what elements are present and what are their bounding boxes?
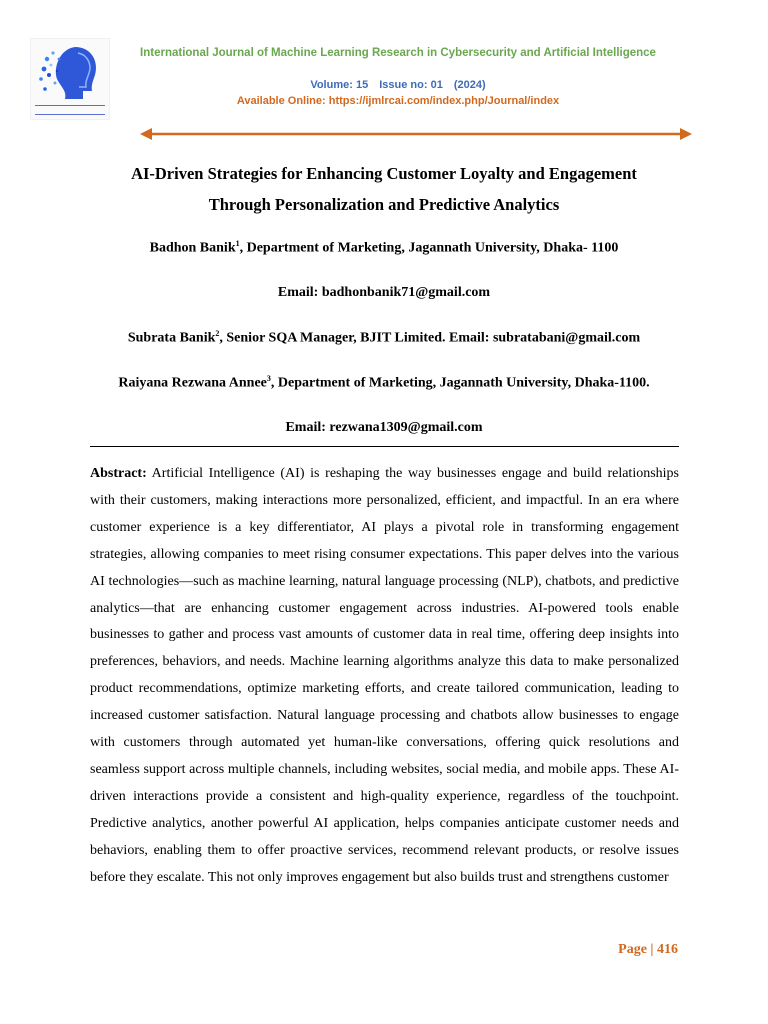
volume-label: Volume: 15 xyxy=(310,79,369,91)
abstract-label: Abstract: xyxy=(90,466,147,481)
paper-title-line-2: Through Personalization and Predictive Analytics xyxy=(208,195,560,214)
author-3-affiliation: , Department of Marketing, Jagannath University, Dhaka-1100. xyxy=(270,375,650,391)
issue-label: Issue no: 01 xyxy=(379,79,443,91)
author-3 xyxy=(60,374,708,392)
paper-title xyxy=(60,158,708,220)
section-divider xyxy=(90,446,679,447)
author-1-name: Badhon Banik xyxy=(149,240,236,256)
author-1 xyxy=(60,239,708,257)
author-1-sup: 1 xyxy=(235,239,240,248)
abstract-text: Artificial Intelligence (AI) is reshaping the way businesses engage and build relationships with their customers, making interactions more personalized, efficient, and impactful. In an era where customer experience is a key differentiator, AI plays a pivotal role in transforming engagement strategies, allowing companies to meet rising consumer expectations. This paper delves into the various AI technologies—such as machine learning, natural language processing (NLP), chatbots, and predictive analytics—that are enhancing customer engagement across industries. AI-powered tools enable businesses to gather and process vast amounts of customer data in real time, offering deep insights into preferences, behaviors, and needs. Machine learning algorithms analyze this data to make personalized product recommendations, optimize marketing efforts, and create tailored communication, leading to increased customer satisfaction. Natural language processing and chatbots allow businesses to engage with customers through automated yet human-like conversations, offering quick resolutions and seamless support across multiple channels, including websites, social media, and mobile apps. These AI-driven interactions provide a consistent and high-quality experience, regardless of the touchpoint. Predictive analytics, another powerful AI application, helps companies anticipate customer needs and behaviors, enabling them to offer proactive services, recommend relevant products, or resolve issues before they escalate. This not only improves engagement but also builds trust and strengthens customer xyxy=(90,466,680,885)
author-2-sup: 2 xyxy=(215,329,220,338)
author-2 xyxy=(60,329,708,347)
author-2-affiliation: , Senior SQA Manager, BJIT Limited. Email: subratabani@gmail.com xyxy=(219,330,641,346)
journal-logo-head-icon xyxy=(31,39,109,107)
paper-title-line-1: AI-Driven Strategies for Enhancing Customer Loyalty and Engagement xyxy=(131,164,637,183)
journal-title: International Journal of Machine Learning Research in Cybersecurity and Artificial Intelligence xyxy=(140,47,656,59)
author-3-name: Raiyana Rezwana Annee xyxy=(118,375,267,391)
author-2-name: Subrata Banik xyxy=(127,330,216,346)
author-3-sup: 3 xyxy=(266,374,271,383)
author-1-email: Email: badhonbanik71@gmail.com xyxy=(277,285,491,300)
double-arrow-divider xyxy=(140,127,692,141)
journal-logo-caption xyxy=(35,105,105,115)
volume-issue-line xyxy=(120,79,676,91)
author-3-email: Email: rezwana1309@gmail.com xyxy=(285,420,483,435)
author-1-affiliation: , Department of Marketing, Jagannath University, Dhaka- 1100 xyxy=(239,240,619,256)
journal-logo xyxy=(30,38,110,120)
abstract-paragraph xyxy=(90,461,679,892)
year-label: (2024) xyxy=(453,79,486,91)
available-online-link[interactable]: Available Online: https://ijmlrcai.com/index.php/Journal/index xyxy=(236,95,560,107)
page-number: Page | 416 xyxy=(618,942,678,957)
